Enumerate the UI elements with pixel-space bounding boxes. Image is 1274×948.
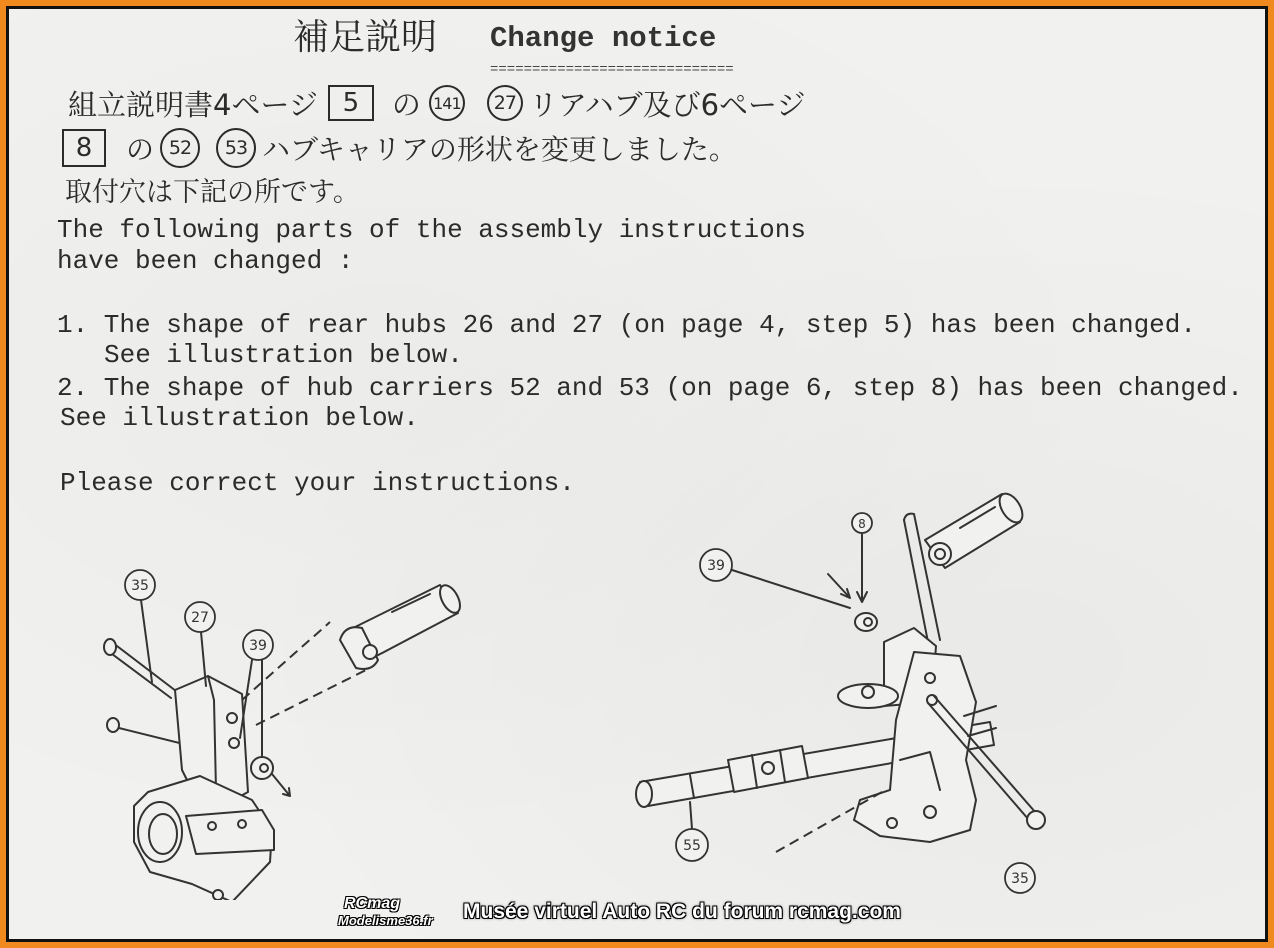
en-closing: Please correct your instructions. bbox=[60, 468, 575, 498]
hub-carrier-illustration bbox=[636, 490, 1045, 893]
title-japanese: 補足説明 bbox=[293, 17, 438, 58]
pin-35-left bbox=[104, 639, 176, 698]
ja-line1-text-a: 組立説明書4ページ bbox=[68, 87, 318, 122]
post-right bbox=[904, 514, 940, 642]
rear-hub-illustration bbox=[104, 570, 464, 900]
japanese-line-2 bbox=[62, 128, 737, 168]
callout-55-right bbox=[676, 829, 708, 861]
rod-end-right bbox=[925, 490, 1027, 568]
rod-end-left bbox=[340, 582, 464, 669]
callout-35-right bbox=[1005, 863, 1035, 893]
ja-line3-text: 取付穴は下記の所です。 bbox=[65, 176, 360, 208]
watermark-logo-top: RCmag bbox=[344, 895, 401, 912]
ja-line2-part-circle-a: 52 bbox=[160, 128, 200, 168]
illustrations-area bbox=[0, 490, 1274, 900]
watermark-logo-bottom: Modelisme36.fr bbox=[338, 913, 433, 928]
en-intro-line-1: The following parts of the assembly instructions bbox=[57, 215, 806, 245]
callout-35-left bbox=[125, 570, 155, 600]
en-item-1-note: See illustration below. bbox=[104, 340, 463, 370]
svg-text:35: 35 bbox=[131, 578, 149, 594]
en-intro-line-2: have been changed : bbox=[57, 246, 354, 276]
ja-line1-part-circle-a: 141 bbox=[429, 85, 465, 121]
svg-text:27: 27 bbox=[191, 610, 209, 626]
svg-text:39: 39 bbox=[707, 558, 725, 574]
title-underline: ============================= bbox=[490, 62, 734, 78]
ja-line1-particle: の bbox=[391, 87, 421, 122]
ja-line2-text: ハブキャリアの形状を変更しました。 bbox=[262, 133, 737, 166]
callout-39-left bbox=[243, 630, 273, 660]
ja-line1-text-b: リアハブ及び6ページ bbox=[528, 87, 806, 122]
ja-line2-part-circle-b: 53 bbox=[216, 128, 256, 168]
en-item-2: 2. The shape of hub carriers 52 and 53 (on page 6, step 8) has been changed. bbox=[57, 373, 1243, 403]
en-item-2-note: See illustration below. bbox=[60, 403, 419, 433]
ja-line2-particle: の bbox=[126, 133, 155, 166]
ja-line1-step-box: 5 bbox=[328, 85, 374, 121]
ja-line2-step-box: 8 bbox=[62, 129, 106, 167]
ja-line1-part-circle-b: 27 bbox=[487, 85, 523, 121]
japanese-line-1 bbox=[68, 84, 805, 122]
callout-8-right bbox=[852, 513, 872, 533]
ball-39-right bbox=[855, 613, 877, 631]
title-english: Change notice bbox=[490, 22, 717, 55]
en-item-1: 1. The shape of rear hubs 26 and 27 (on page 4, step 5) has been changed. bbox=[57, 310, 1196, 340]
ball-39-left bbox=[251, 757, 273, 779]
svg-text:8: 8 bbox=[858, 517, 866, 531]
callout-27-left bbox=[185, 602, 215, 632]
svg-text:55: 55 bbox=[683, 838, 701, 854]
watermark-caption: Musée virtuel Auto RC du forum rcmag.com bbox=[463, 900, 901, 923]
svg-text:35: 35 bbox=[1011, 871, 1029, 887]
callout-39-right bbox=[700, 549, 732, 581]
svg-text:39: 39 bbox=[249, 638, 267, 654]
hub-plate bbox=[186, 810, 274, 854]
japanese-line-3 bbox=[65, 172, 360, 206]
